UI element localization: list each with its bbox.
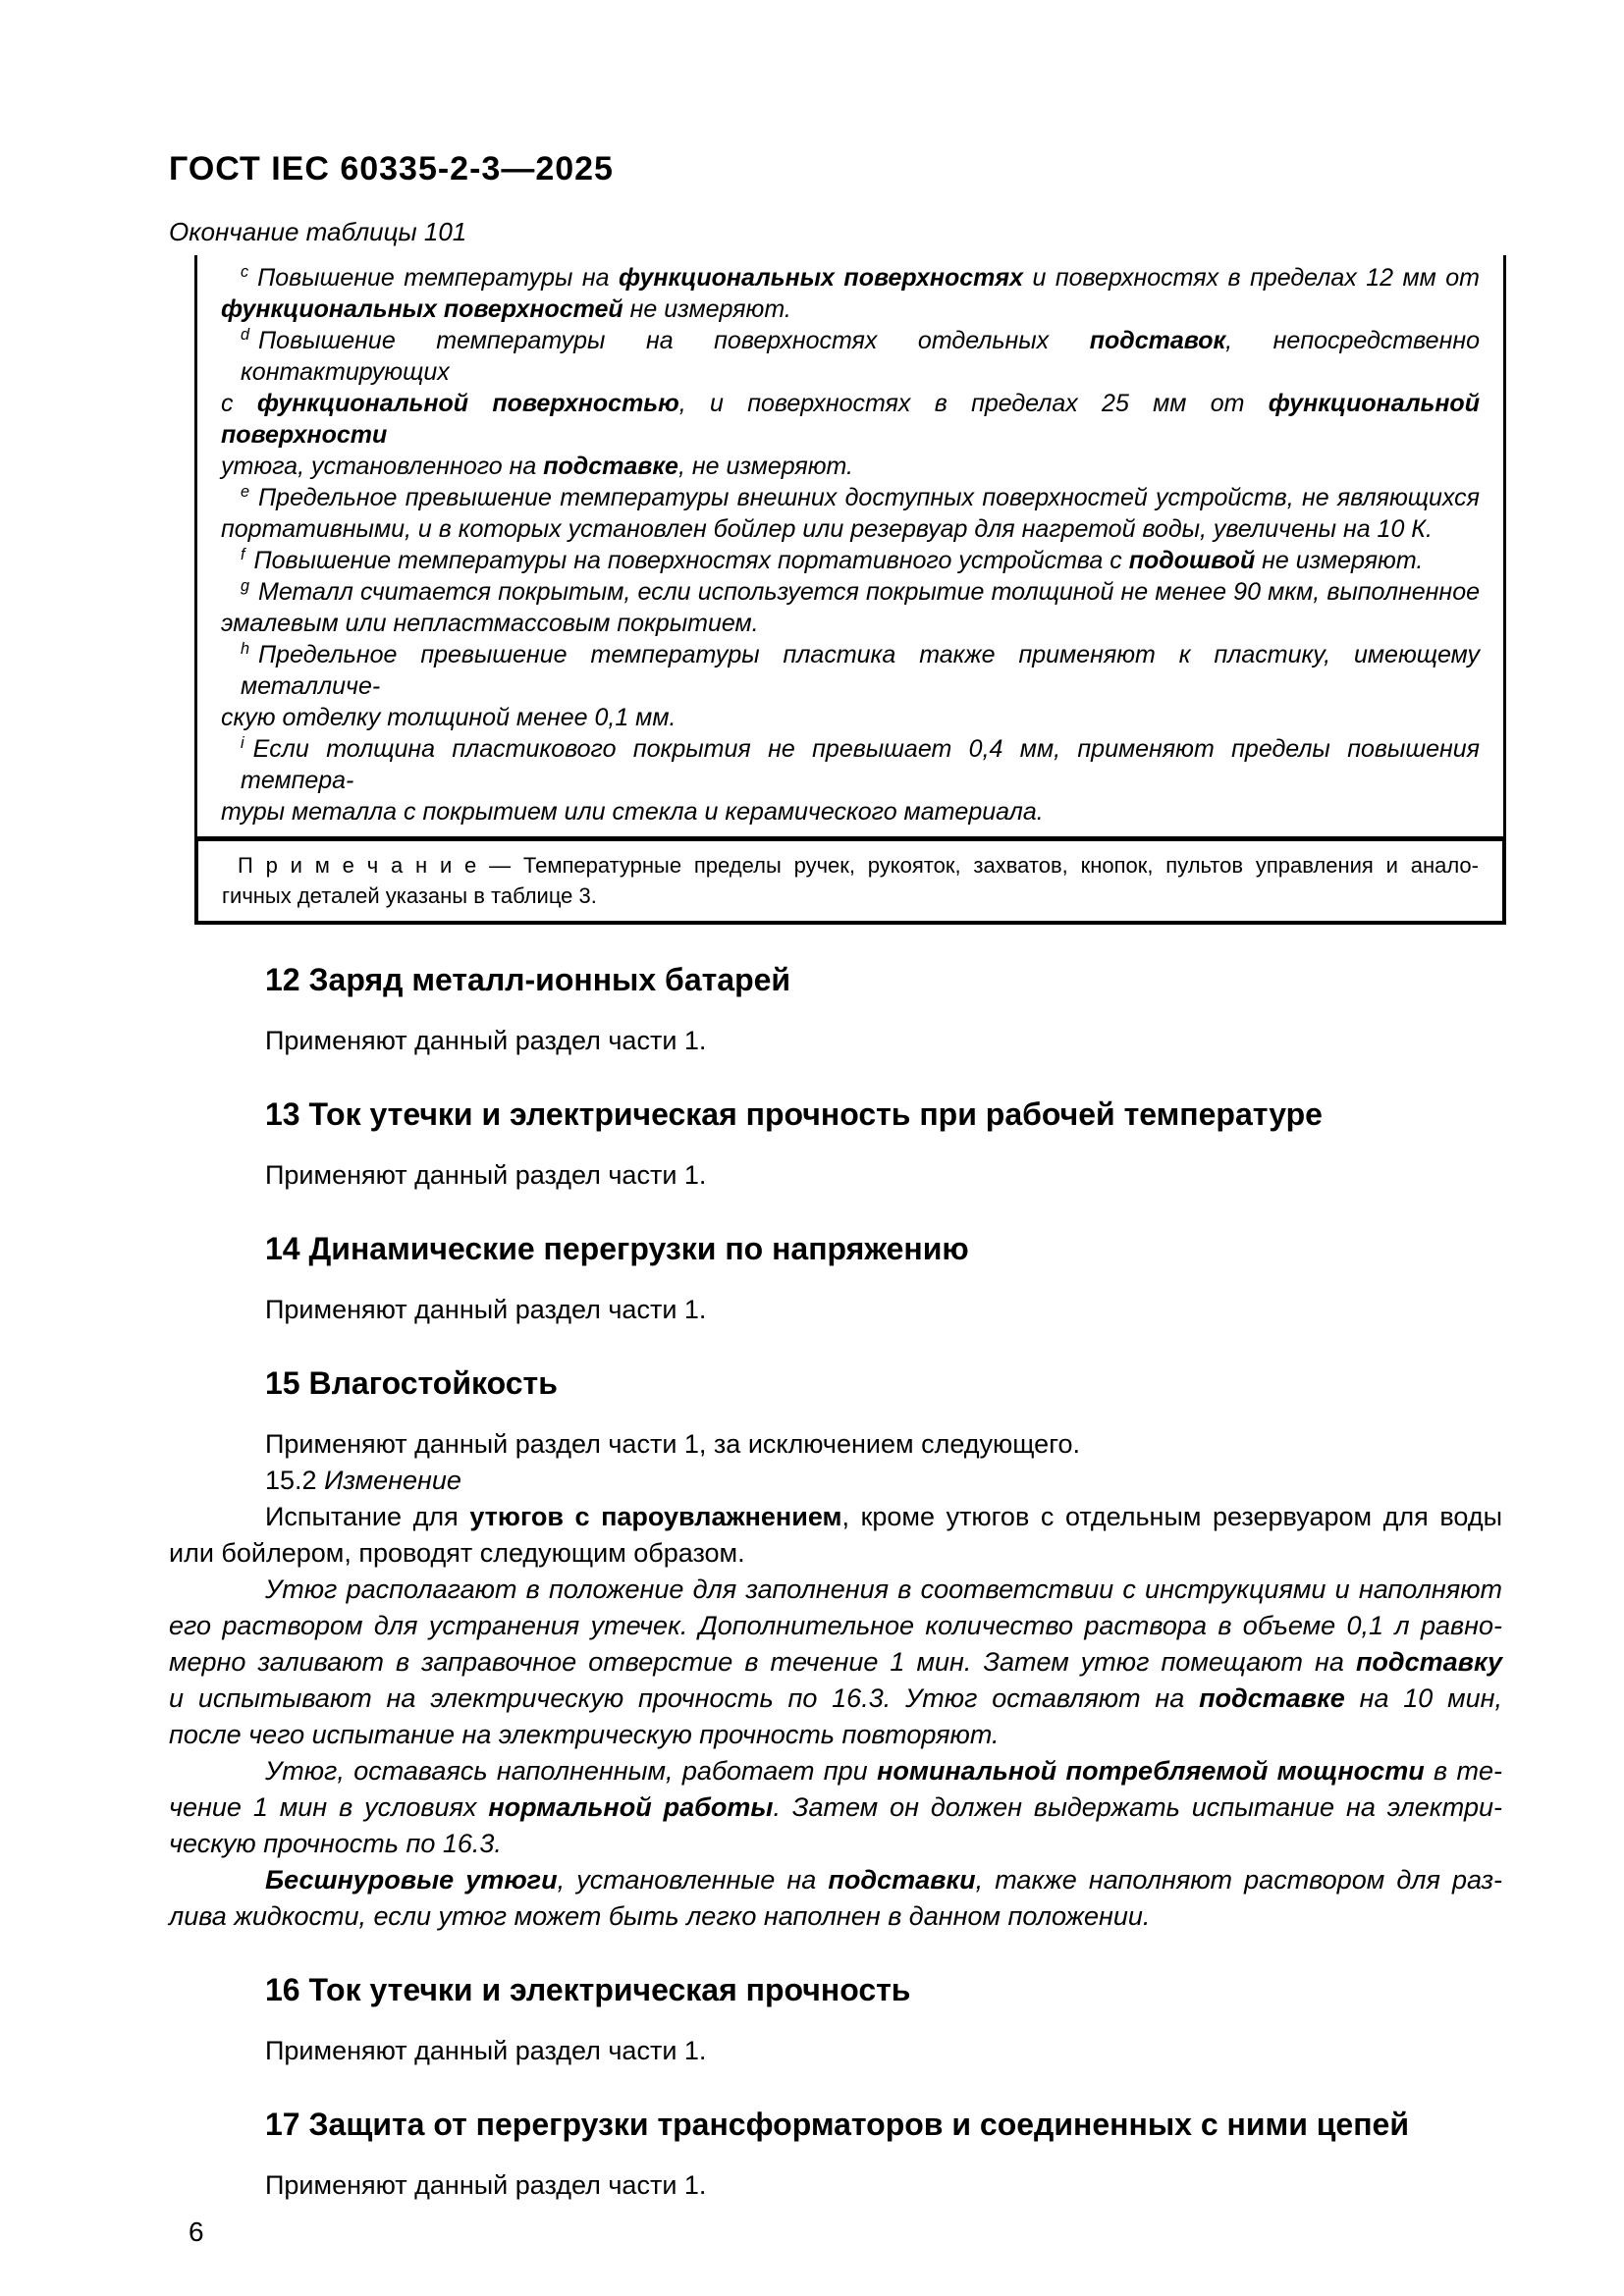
section-heading-15: 15 Влагостойкость xyxy=(265,1365,558,1401)
text-run: утюга, установленного на xyxy=(221,453,544,480)
paragraph-line xyxy=(169,2033,1502,2069)
footnote-marker: f xyxy=(241,545,245,563)
text-run: подставку xyxy=(1355,1647,1502,1677)
table-footnotes-box xyxy=(194,255,1506,836)
text-run: Повышение температуры на поверхностях отдельных xyxy=(258,327,1090,354)
text-run: туры металла с покрытием или стекла и керамического материала. xyxy=(221,798,1044,826)
paragraph-line xyxy=(169,1499,1502,1535)
text-run: , и поверхностях в пределах 25 мм от xyxy=(678,390,1269,417)
footnote-i-line xyxy=(221,796,1480,828)
text-run: подошвой xyxy=(1128,547,1256,574)
section-heading-16: 16 Ток утечки и электрическая прочность xyxy=(265,1972,911,2007)
paragraph-line xyxy=(169,1644,1502,1681)
footnote-f-line xyxy=(221,545,1480,576)
paragraph-line xyxy=(169,1898,1502,1935)
section-heading-12: 12 Заряд металл-ионных батарей xyxy=(265,962,791,997)
text-run: , также наполняют раствором для раз- xyxy=(975,1865,1503,1895)
text-run: Применяют данный раздел части 1, за исключением следующего. xyxy=(265,1429,1080,1459)
footnote-d-line xyxy=(221,388,1480,451)
text-run: или бойлером, проводят следующим образом. xyxy=(169,1538,745,1568)
section-heading-14: 14 Динамические перегрузки по напряжению xyxy=(265,1231,969,1266)
text-run: Предельное превышение температуры пластика также применяют к пластику, имеющему металличе- xyxy=(241,641,1480,700)
footnote-d-line xyxy=(221,325,1480,388)
footnote-c-line xyxy=(221,262,1480,294)
paragraph-line xyxy=(169,1463,1502,1499)
text-run: подставки xyxy=(828,1865,976,1895)
text-run: Утюг располагают в положение для заполнения в соответствии с инструкциями и наполняют xyxy=(265,1575,1502,1604)
table-note-box xyxy=(194,836,1506,925)
text-run: Испытание для xyxy=(265,1502,470,1531)
text-run: и поверхностях в пределах 12 мм от xyxy=(1023,264,1480,292)
footnote-marker: e xyxy=(241,482,250,501)
text-run: мерно заливают в заправочное отверстие в течение 1 мин. Затем утюг помещают на xyxy=(169,1647,1356,1677)
text-run: подставке xyxy=(543,453,678,480)
paragraph-line xyxy=(169,1157,1502,1194)
text-run: утюгов с пароувлажнением xyxy=(469,1502,842,1531)
text-run: . Затем он должен выдержать испытание на электри- xyxy=(773,1792,1502,1822)
paragraph-line xyxy=(169,1681,1502,1717)
paragraph-line xyxy=(169,1023,1502,1059)
text-run: портативными, и в которых установлен бойлер или резервуар для нагретой воды, увеличены на 10 К. xyxy=(221,515,1433,543)
text-run: Применяют данный раздел части 1. xyxy=(265,2170,707,2200)
text-run: номинальной потребляемой мощности xyxy=(877,1756,1425,1786)
footnote-h-line xyxy=(221,639,1480,702)
paragraph-line xyxy=(169,1717,1502,1753)
footnote-marker: i xyxy=(241,733,244,752)
text-run: функциональной поверхностью xyxy=(256,390,679,417)
note-line xyxy=(222,881,1479,911)
text-run: функциональной поверхности xyxy=(221,390,1480,449)
footnote-d-line xyxy=(221,451,1480,482)
text-run: , не измеряют. xyxy=(677,453,854,480)
paragraph-line xyxy=(169,1826,1502,1862)
paragraph-line xyxy=(169,1426,1502,1463)
text-run: Если толщина пластикового покрытия не превышает 0,4 мм, применяют пределы повышения темпера- xyxy=(241,735,1480,794)
text-run: Предельное превышение температуры внешних доступных поверхностей устройств, не являющихся xyxy=(258,484,1480,511)
note-line xyxy=(222,850,1479,881)
text-run: ческую прочность по 16.3. xyxy=(169,1829,502,1858)
footnote-g-line xyxy=(221,608,1480,639)
footnote-e-line xyxy=(221,513,1480,545)
text-run: подставок xyxy=(1089,327,1226,354)
text-run: подставке xyxy=(1199,1683,1345,1713)
text-run: Повышение температуры на поверхностях портативного устройства с xyxy=(253,547,1129,574)
text-run: лива жидкости, если утюг может быть легко наполнен в данном положении. xyxy=(169,1901,1151,1931)
footnote-marker: c xyxy=(241,262,249,281)
footnote-c-line xyxy=(221,294,1480,325)
footnote-marker: d xyxy=(241,325,250,344)
text-run: функциональных поверхностей xyxy=(221,295,623,323)
table-continuation-caption: Окончание таблицы 101 xyxy=(169,217,467,246)
text-run: , установленные на xyxy=(557,1865,829,1895)
text-run: с xyxy=(221,390,257,417)
text-run: его раствором для устранения утечек. Дополнительное количество раствора в объеме 0,1 л равно- xyxy=(169,1611,1502,1640)
paragraph-line xyxy=(169,1789,1502,1826)
text-run: Металл считается покрытым, если используется покрытие толщиной не менее 90 мкм, выполненное xyxy=(258,578,1480,606)
text-run: Повышение температуры на xyxy=(257,264,620,292)
text-run: скую отделку толщиной менее 0,1 мм. xyxy=(221,704,677,731)
text-run: , непосредственно контактирующих xyxy=(241,327,1480,386)
text-run: нормальной работы xyxy=(488,1792,774,1822)
text-run: эмалевым или непластмассовым покрытием. xyxy=(221,610,759,637)
text-run: Применяют данный раздел части 1. xyxy=(265,1160,707,1190)
paragraph-line xyxy=(169,1753,1502,1789)
text-run: П р и м е ч а н и е — Температурные пределы ручек, рукояток, захватов, кнопок, пультов управления и анало- xyxy=(238,853,1479,878)
footnote-i-line xyxy=(221,733,1480,796)
page-number: 6 xyxy=(189,2216,204,2247)
footnote-marker: g xyxy=(241,576,250,595)
text-run: не измеряют. xyxy=(1255,547,1424,574)
paragraph-line xyxy=(169,1572,1502,1608)
footnote-h-line xyxy=(221,702,1480,733)
footnote-e-line xyxy=(221,482,1480,513)
paragraph-line xyxy=(169,1862,1502,1898)
text-run: , кроме утюгов с отдельным резервуаром для воды xyxy=(841,1502,1503,1531)
text-run: 15.2 xyxy=(265,1466,325,1495)
text-run: Применяют данный раздел части 1. xyxy=(265,1295,707,1324)
paragraph-line xyxy=(169,2167,1502,2204)
text-run: на 10 мин, xyxy=(1344,1683,1503,1713)
paragraph-line xyxy=(169,1292,1502,1328)
paragraph-line xyxy=(169,1535,1502,1572)
text-run: функциональных поверхностях xyxy=(619,264,1024,292)
text-run: Применяют данный раздел части 1. xyxy=(265,2036,707,2065)
section-heading-13: 13 Ток утечки и электрическая прочность при рабочей температуре xyxy=(265,1096,1323,1132)
sections-container xyxy=(169,960,1502,2204)
footnote-marker: h xyxy=(241,639,250,658)
text-run: чение 1 мин в условиях xyxy=(169,1792,489,1822)
doc-code: ГОСТ IEC 60335-2-3—2025 xyxy=(169,150,614,187)
text-run: и испытывают на электрическую прочность по 16.3. Утюг оставляют на xyxy=(169,1683,1200,1713)
text-run: в те- xyxy=(1424,1756,1502,1786)
text-run: Применяют данный раздел части 1. xyxy=(265,1026,707,1055)
section-heading-17: 17 Защита от перегрузки трансформаторов и соединенных с ними цепей xyxy=(265,2107,1410,2142)
text-run: после чего испытание на электрическую прочность повторяют. xyxy=(169,1720,1000,1749)
text-run: гичных деталей указаны в таблице 3. xyxy=(222,883,597,908)
paragraph-line xyxy=(169,1608,1502,1644)
text-run: Бесшнуровые утюги xyxy=(265,1865,558,1895)
text-run: Утюг, оставаясь наполненным, работает при xyxy=(265,1756,878,1786)
footnote-g-line xyxy=(221,576,1480,608)
text-run: не измеряют. xyxy=(623,295,791,323)
text-run: Изменение xyxy=(324,1466,461,1495)
